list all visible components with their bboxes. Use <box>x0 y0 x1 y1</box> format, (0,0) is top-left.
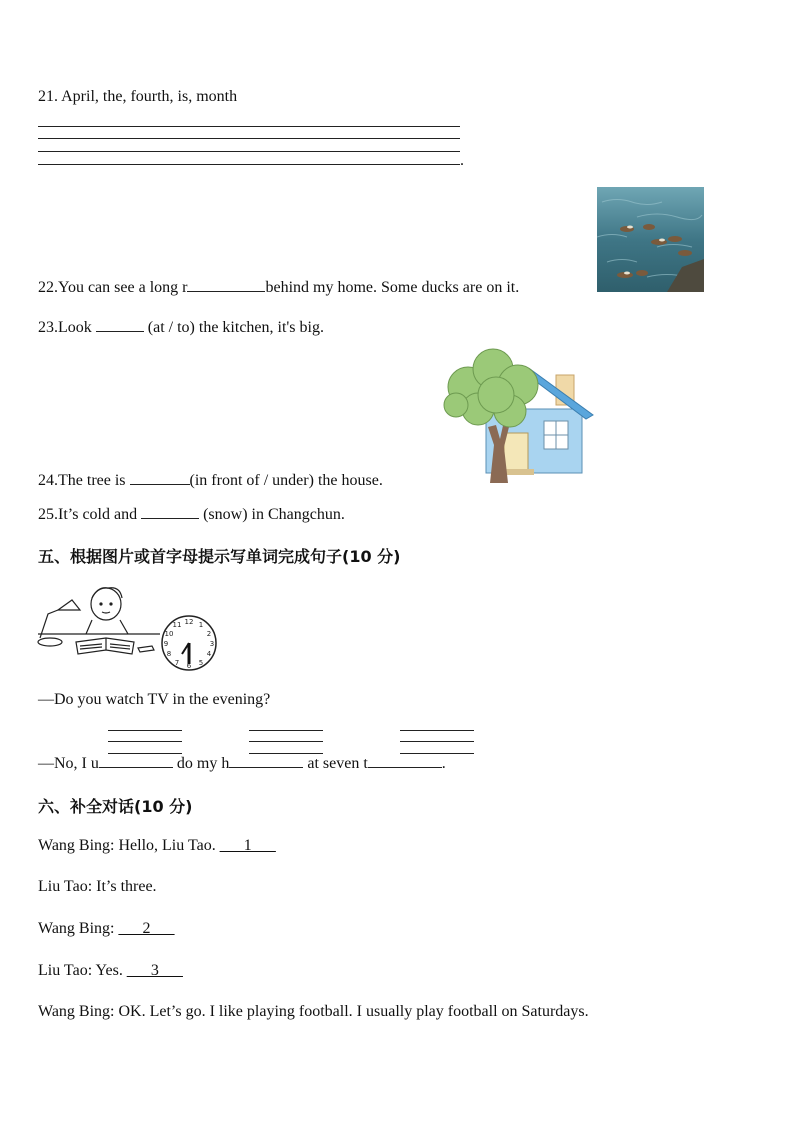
svg-text:10: 10 <box>164 630 174 638</box>
dialogue-line <box>38 962 183 980</box>
end-period: . <box>460 152 464 169</box>
answer-line[interactable] <box>249 741 323 742</box>
dialogue-blank-3[interactable]: ___3___ <box>126 962 183 979</box>
answer-line[interactable] <box>38 151 460 152</box>
clock-icon <box>160 614 218 672</box>
answer-line[interactable] <box>38 126 460 127</box>
dialogue-text: Liu Tao: Yes. <box>38 962 127 979</box>
section-5-heading: 五、根据图片或首字母提示写单词完成句子(10 分) <box>38 547 401 566</box>
section-5-answer <box>38 753 446 773</box>
answer-blank-h[interactable] <box>229 753 303 768</box>
svg-text:7: 7 <box>174 659 180 667</box>
svg-text:2: 2 <box>206 630 212 638</box>
q25-after: (snow) in Changchun. <box>199 506 345 523</box>
svg-text:9: 9 <box>163 640 169 648</box>
q22-answer-blank[interactable] <box>187 277 265 292</box>
ducks-on-river-photo <box>597 187 704 292</box>
answer-line[interactable] <box>38 164 460 165</box>
answer-line[interactable] <box>108 730 182 731</box>
answer-line[interactable] <box>400 741 474 742</box>
q24-after: (in front of / under) the house. <box>189 472 383 489</box>
dialogue-blank-1[interactable]: ___1___ <box>219 837 276 854</box>
q23-answer-blank[interactable] <box>96 317 144 332</box>
answer-blank-u[interactable] <box>99 753 173 768</box>
q23-before: 23.Look <box>38 319 96 336</box>
svg-text:1: 1 <box>198 621 204 629</box>
q22-before: 22.You can see a long r <box>38 279 188 296</box>
dialogue-text: Liu Tao: It’s three. <box>38 878 157 895</box>
svg-text:12: 12 <box>184 618 194 626</box>
answer-blank-t[interactable] <box>368 753 442 768</box>
q25-before: 25.It’s cold and <box>38 506 142 523</box>
section-5-question: —Do you watch TV in the evening? <box>38 691 271 708</box>
question-25 <box>38 504 345 524</box>
q24-answer-blank[interactable] <box>130 470 190 485</box>
answer-line[interactable] <box>38 138 460 139</box>
answer-end: . <box>441 755 446 772</box>
dialogue-line <box>38 837 276 855</box>
svg-text:3: 3 <box>209 640 215 648</box>
section-6-heading: 六、补全对话(10 分) <box>38 797 193 816</box>
dialogue-text: Wang Bing: OK. Let’s go. I like playing football. I usually play football on Saturdays. <box>38 1003 589 1020</box>
q24-before: 24.The tree is <box>38 472 130 489</box>
q23-after: (at / to) the kitchen, it's big. <box>143 319 324 336</box>
dialogue-blank-2[interactable]: ___2___ <box>118 920 175 937</box>
answer-part-3: at seven t <box>303 755 368 772</box>
svg-text:6: 6 <box>186 662 192 670</box>
svg-text:11: 11 <box>172 621 182 629</box>
tree-and-house-illustration <box>438 347 596 485</box>
dialogue-line <box>38 920 174 938</box>
question-24 <box>38 470 383 490</box>
question-22 <box>38 277 519 297</box>
q25-answer-blank[interactable] <box>141 504 199 519</box>
dialogue-line <box>38 878 157 896</box>
answer-line[interactable] <box>400 730 474 731</box>
answer-line[interactable] <box>108 741 182 742</box>
answer-part-2: do my h <box>172 755 230 772</box>
question-23 <box>38 317 324 337</box>
answer-line[interactable] <box>249 730 323 731</box>
dialogue-text: Wang Bing: <box>38 920 119 937</box>
svg-text:4: 4 <box>206 650 212 658</box>
svg-text:8: 8 <box>166 650 172 658</box>
dialogue-line <box>38 1003 589 1021</box>
svg-text:5: 5 <box>198 659 204 667</box>
dialogue-text: Wang Bing: Hello, Liu Tao. <box>38 837 220 854</box>
question-21: 21. April, the, fourth, is, month <box>38 88 238 105</box>
q22-after: behind my home. Some ducks are on it. <box>265 279 520 296</box>
answer-part-1: —No, I u <box>38 755 99 772</box>
